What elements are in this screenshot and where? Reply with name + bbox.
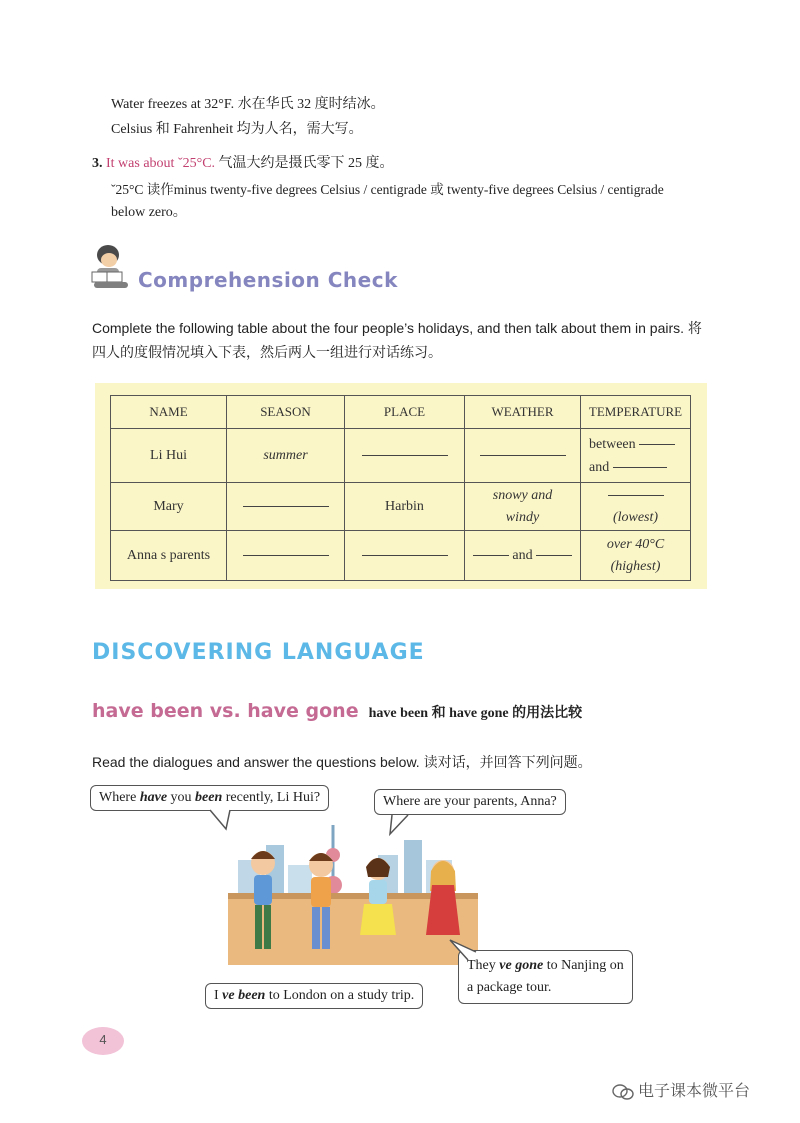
bubble-text: you — [167, 790, 196, 805]
cell-place: Harbin — [345, 483, 465, 531]
bubble-tail — [208, 809, 238, 831]
cell-name: Li Hui — [111, 429, 227, 483]
cell-temperature[interactable] — [581, 483, 691, 531]
cell-place[interactable] — [345, 531, 465, 581]
bubble-text: recently, Li Hui? — [222, 790, 321, 805]
temp-lowest: (lowest) — [612, 509, 659, 525]
cell-name: Mary — [111, 483, 227, 531]
item-number: 3. — [92, 156, 103, 171]
dialogue-illustration — [228, 815, 478, 980]
bubble-answer-anna — [458, 950, 633, 1004]
bubble-text: Where — [99, 790, 140, 805]
bubble-text: to Nanjing on — [543, 958, 624, 973]
note-line-5: below zero。 — [111, 205, 187, 220]
bubble-emphasis: ve been — [222, 988, 266, 1003]
note-line-2: Celsius 和 Fahrenheit 均为人名，需大写。 — [111, 122, 363, 137]
table-row — [111, 483, 691, 531]
table-header-row — [111, 396, 691, 429]
table-row — [111, 429, 691, 483]
bubble-emphasis: been — [195, 790, 223, 805]
cell-place[interactable] — [345, 429, 465, 483]
grammar-topic-note: have been 和 have gone 的用法比较 — [368, 706, 583, 721]
note-line-4: ˇ25°C 读作minus twenty-five degrees Celsius / centigrade 或 twenty-five degrees Celsius / centigrade — [111, 182, 664, 197]
bubble-text: a package tour. — [467, 980, 552, 995]
cell-name: Anna s parents — [111, 531, 227, 581]
weather-line-1: snowy and — [492, 487, 553, 503]
comprehension-instruction — [92, 316, 702, 364]
temp-and: and — [589, 459, 610, 475]
item-3-translation: 气温大约是摄氏零下 25 度。 — [218, 156, 394, 171]
weather-line-2: windy — [505, 509, 540, 525]
bubble-answer-li-hui — [205, 983, 423, 1009]
wechat-icon — [612, 1083, 634, 1101]
col-season: SEASON — [227, 396, 345, 429]
bubble-text: to London on a study trip. — [265, 988, 415, 1003]
note-line-1: Water freezes at 32°F. 水在华氏 32 度时结冰。 — [111, 97, 385, 112]
bubble-question-anna: Where are your parents, Anna? — [374, 789, 566, 815]
table-row — [111, 531, 691, 581]
cell-weather[interactable] — [465, 429, 581, 483]
instruction-line-2: 四人的度假情况填入下表，然后两人一组进行对话练习。 — [92, 344, 442, 360]
bubble-emphasis: ve gone — [499, 958, 544, 973]
bubble-text: They — [467, 958, 500, 973]
cell-season[interactable] — [227, 531, 345, 581]
page-number: 4 — [82, 1027, 124, 1055]
col-weather: WEATHER — [465, 396, 581, 429]
bubble-emphasis: have — [139, 790, 168, 805]
instruction-line-1: Complete the following table about the four people’s holidays, and then talk about them in pairs. 将 — [92, 320, 702, 336]
bubble-tail — [388, 814, 418, 836]
grammar-topic-title: have been vs. have gone — [92, 700, 359, 722]
holiday-table-panel — [95, 383, 707, 589]
comprehension-check-title: Comprehension Check — [138, 268, 398, 292]
note-item-3 — [92, 154, 394, 174]
discovering-language-title: DISCOVERING LANGUAGE — [92, 640, 425, 665]
col-place: PLACE — [345, 396, 465, 429]
cell-temperature[interactable] — [581, 429, 691, 483]
col-temperature: TEMPERATURE — [581, 396, 691, 429]
weather-and: and — [512, 547, 533, 563]
cell-weather[interactable] — [465, 531, 581, 581]
bubble-text: I — [214, 988, 223, 1003]
bubble-tail — [448, 938, 478, 960]
temp-between: between — [589, 436, 636, 452]
dialogue-instruction: Read the dialogues and answer the questions below. 读对话，并回答下列问题。 — [92, 754, 592, 770]
cell-temperature — [581, 531, 691, 581]
temp-highest: (highest) — [610, 558, 661, 574]
reading-boy-illustration — [88, 242, 134, 292]
holiday-table — [110, 395, 691, 581]
cell-season[interactable] — [227, 483, 345, 531]
cell-season: summer — [227, 429, 345, 483]
item-3-sentence: It was about ˇ25°C. — [106, 156, 216, 171]
have-been-vs-gone-heading — [92, 700, 582, 722]
cell-weather — [465, 483, 581, 531]
watermark — [612, 1078, 750, 1101]
watermark-text: 电子课本微平台 — [638, 1081, 751, 1100]
temp-over: over 40°C — [606, 536, 665, 552]
col-name: NAME — [111, 396, 227, 429]
bubble-question-li-hui — [90, 785, 329, 811]
